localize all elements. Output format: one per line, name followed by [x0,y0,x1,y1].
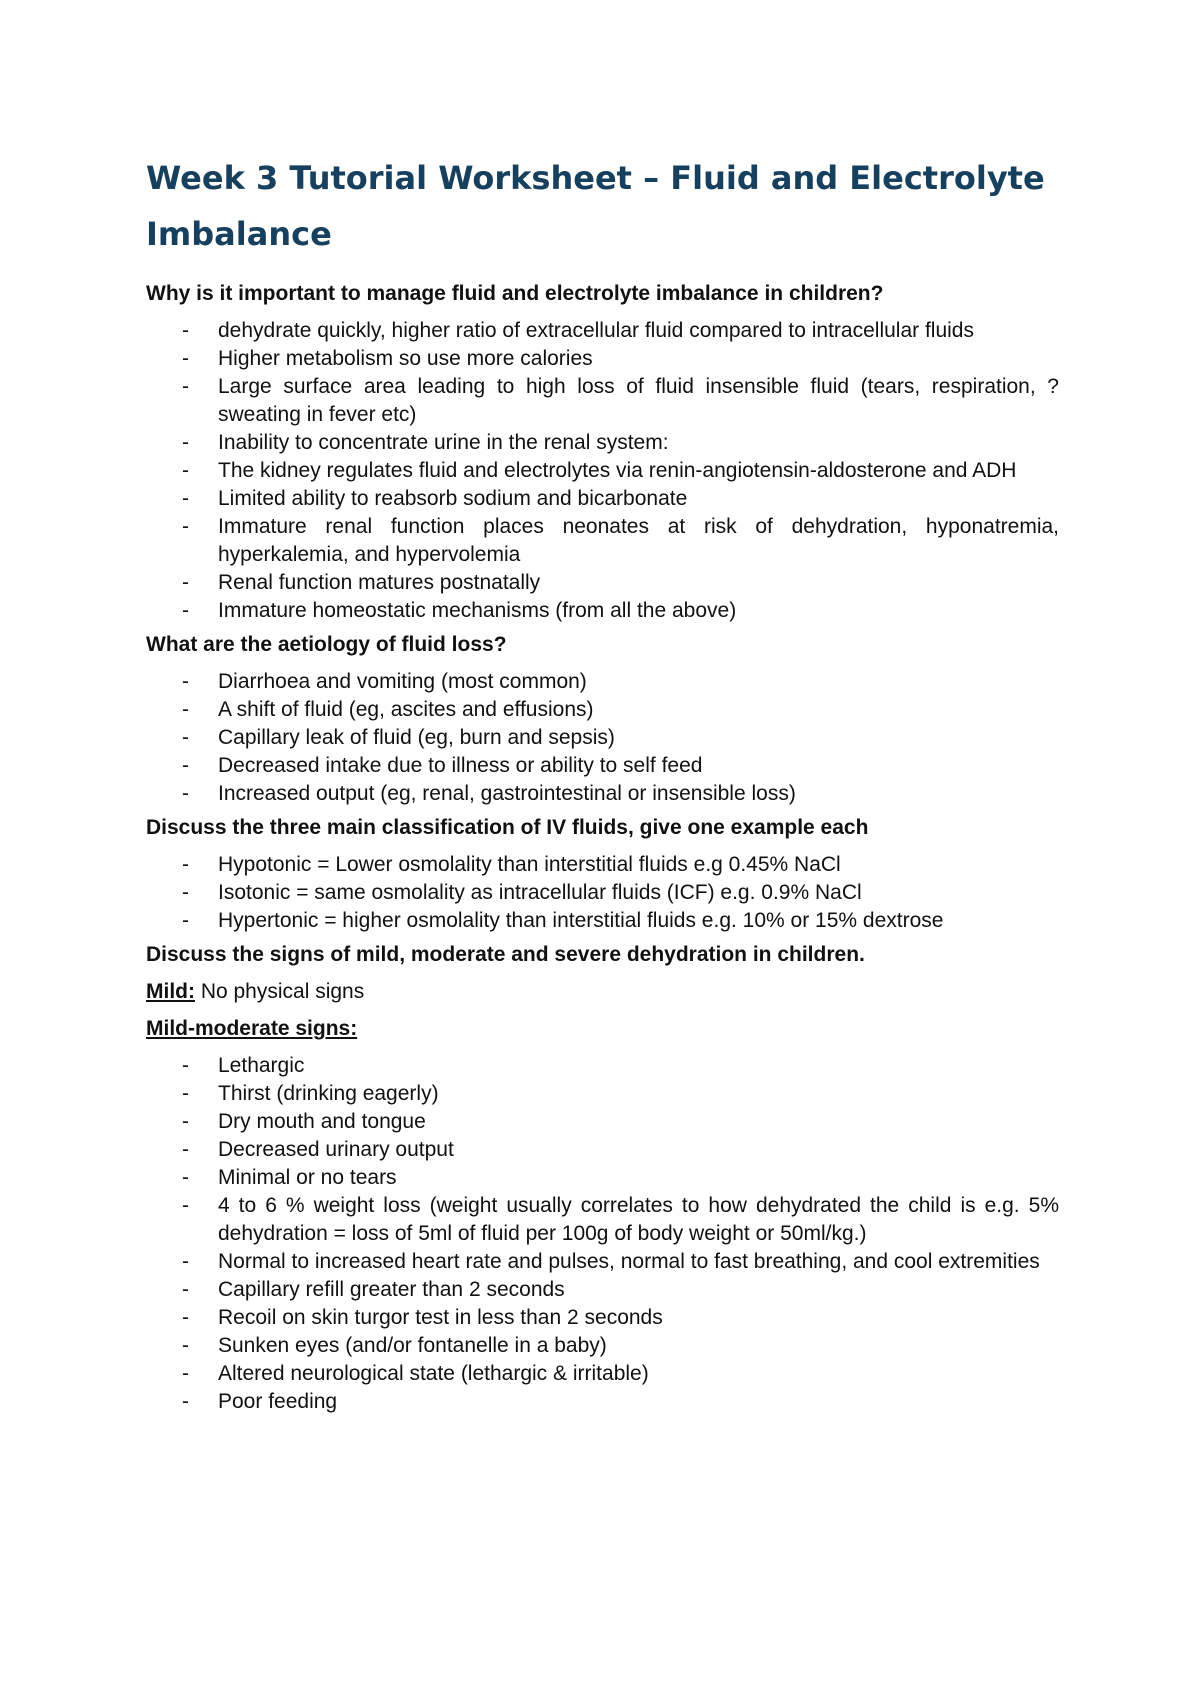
list-item [146,1332,1059,1360]
list-item-text: Immature homeostatic mechanisms (from all the above) [218,599,737,622]
list-item-text: Immature renal function places neonates at risk of dehydration, hyponatremia, hyperkalemia, and hypervolemia [218,515,1059,566]
list-item-text: Sunken eyes (and/or fontanelle in a baby) [218,1334,607,1357]
importance-list [146,317,1059,625]
dash-bullet: - [182,782,189,805]
list-item-text: 4 to 6 % weight loss (weight usually correlates to how dehydrated the child is e.g. 5% dehydration = loss of 5ml of fluid per 100g of body weight or 50ml/kg.) [218,1194,1059,1245]
list-item-text: Thirst (drinking eagerly) [218,1082,439,1105]
list-item [146,317,1059,345]
list-item-text: Decreased intake due to illness or ability to self feed [218,754,703,777]
dash-bullet: - [182,1166,189,1189]
list-item [146,668,1059,696]
list-item [146,513,1059,569]
list-item [146,345,1059,373]
list-item [146,373,1059,429]
dash-bullet: - [182,1110,189,1133]
list-item-text: Lethargic [218,1054,305,1077]
list-item-text: Normal to increased heart rate and pulses, normal to fast breathing, and cool extremities [218,1250,1040,1273]
mild-line [146,978,1059,1006]
mild-moderate-line [146,1015,1059,1043]
dash-bullet: - [182,599,189,622]
list-item [146,569,1059,597]
mild-moderate-list [146,1052,1059,1416]
list-item-text: Recoil on skin turgor test in less than 2 seconds [218,1306,663,1329]
list-item-text: Hypertonic = higher osmolality than interstitial fluids e.g. 10% or 15% dextrose [218,909,944,932]
aetiology-list [146,668,1059,808]
document-page [146,150,1059,1422]
list-item-text: Dry mouth and tongue [218,1110,426,1133]
dash-bullet: - [182,853,189,876]
list-item-text: Hypotonic = Lower osmolality than interstitial fluids e.g 0.45% NaCl [218,853,841,876]
dash-bullet: - [182,1138,189,1161]
list-item-text: The kidney regulates fluid and electrolytes via renin-angiotensin-aldosterone and ADH [218,459,1017,482]
list-item-text: Limited ability to reabsorb sodium and bicarbonate [218,487,688,510]
question-dehydration: Discuss the signs of mild, moderate and severe dehydration in children. [146,943,865,966]
dash-bullet: - [182,375,189,398]
mild-text: No physical signs [194,980,365,1003]
iv-fluids-list [146,851,1059,935]
list-item-text: Capillary leak of fluid (eg, burn and sepsis) [218,726,615,749]
list-item [146,1304,1059,1332]
list-item-text: Poor feeding [218,1390,338,1413]
list-item [146,1136,1059,1164]
page-title: Week 3 Tutorial Worksheet – Fluid and Electrolyte Imbalance [146,159,1045,253]
dash-bullet: - [182,726,189,749]
list-item [146,1388,1059,1416]
list-item [146,429,1059,457]
list-item [146,907,1059,935]
list-item [146,879,1059,907]
list-item [146,597,1059,625]
question-aetiology: What are the aetiology of fluid loss? [146,633,507,656]
dash-bullet: - [182,909,189,932]
dash-bullet: - [182,754,189,777]
list-item-text: Higher metabolism so use more calories [218,347,593,370]
list-item-text: Minimal or no tears [218,1166,397,1189]
dash-bullet: - [182,881,189,904]
list-item [146,1360,1059,1388]
list-item [146,851,1059,879]
list-item [146,485,1059,513]
list-item [146,780,1059,808]
dash-bullet: - [182,515,189,538]
dash-bullet: - [182,1082,189,1105]
dash-bullet: - [182,571,189,594]
dash-bullet: - [182,1334,189,1357]
list-item [146,457,1059,485]
dash-bullet: - [182,1250,189,1273]
list-item-text: Altered neurological state (lethargic & irritable) [218,1362,649,1385]
list-item-text: Large surface area leading to high loss of fluid insensible fluid (tears, respiration, ?sweating in fever etc) [218,375,1059,426]
dash-bullet: - [182,1278,189,1301]
list-item [146,1052,1059,1080]
list-item-text: Decreased urinary output [218,1138,454,1161]
list-item [146,724,1059,752]
list-item-text: Increased output (eg, renal, gastrointestinal or insensible loss) [218,782,796,805]
list-item [146,1108,1059,1136]
dash-bullet: - [182,1390,189,1413]
dash-bullet: - [182,1306,189,1329]
dash-bullet: - [182,698,189,721]
dash-bullet: - [182,487,189,510]
dash-bullet: - [182,1362,189,1385]
question-iv-fluids: Discuss the three main classification of IV fluids, give one example each [146,816,869,839]
list-item [146,1080,1059,1108]
dash-bullet: - [182,670,189,693]
mild-moderate-label: Mild-moderate signs: [146,1017,358,1040]
list-item-text: Renal function matures postnatally [218,571,541,594]
dash-bullet: - [182,319,189,342]
list-item-text: dehydrate quickly, higher ratio of extracellular fluid compared to intracellular fluids [218,319,974,342]
list-item-text: Diarrhoea and vomiting (most common) [218,670,587,693]
mild-label: Mild: [146,980,195,1003]
dash-bullet: - [182,1194,189,1217]
question-importance: Why is it important to manage fluid and electrolyte imbalance in children? [146,282,884,305]
list-item-text: Isotonic = same osmolality as intracellular fluids (ICF) e.g. 0.9% NaCl [218,881,862,904]
list-item [146,1164,1059,1192]
list-item [146,1248,1059,1276]
list-item-text: Capillary refill greater than 2 seconds [218,1278,565,1301]
dash-bullet: - [182,431,189,454]
list-item [146,696,1059,724]
dash-bullet: - [182,1054,189,1077]
list-item [146,752,1059,780]
list-item-text: Inability to concentrate urine in the renal system: [218,431,669,454]
list-item [146,1192,1059,1248]
dash-bullet: - [182,347,189,370]
list-item [146,1276,1059,1304]
dash-bullet: - [182,459,189,482]
list-item-text: A shift of fluid (eg, ascites and effusions) [218,698,594,721]
